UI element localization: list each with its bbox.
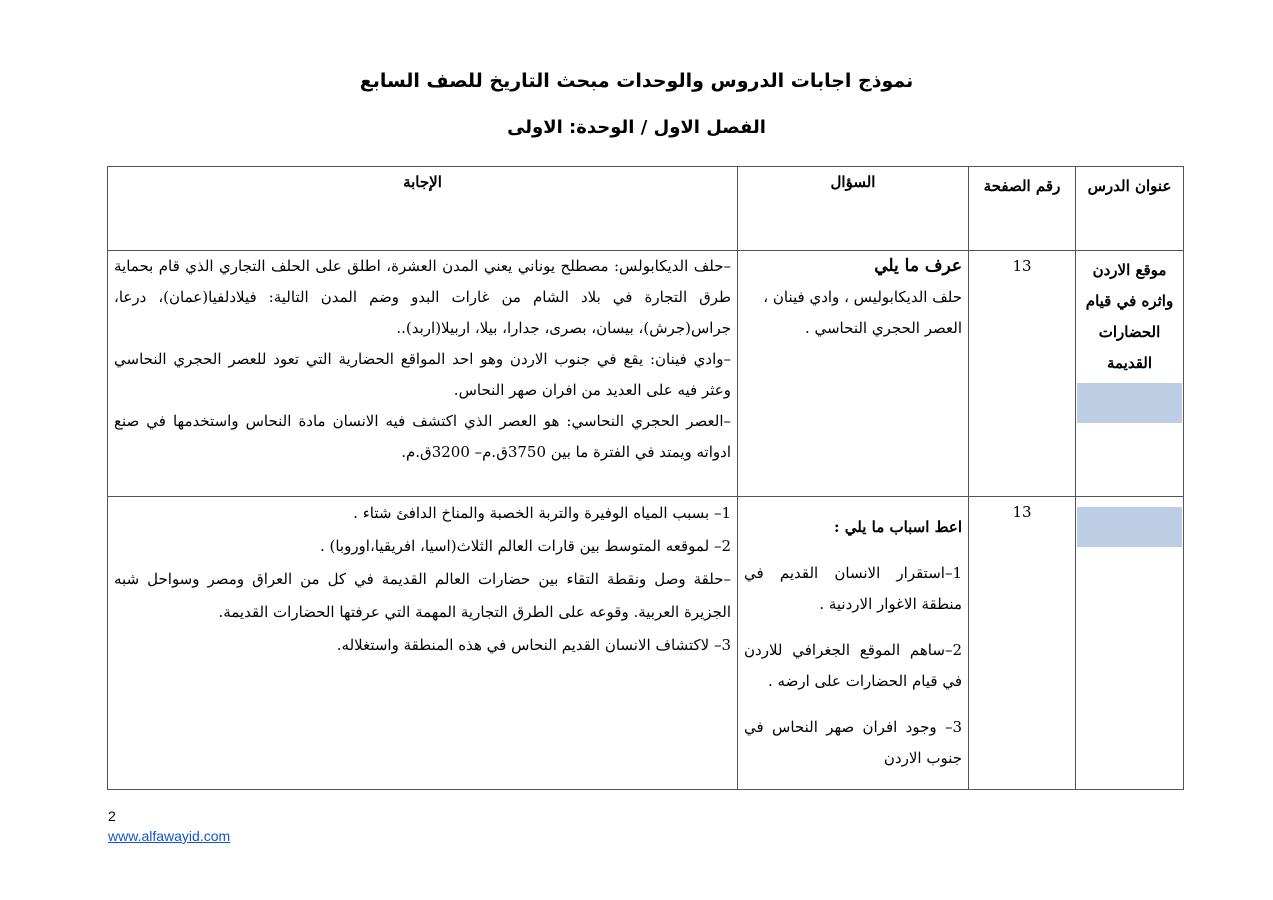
lesson-title-cell xyxy=(1076,497,1184,790)
table-row xyxy=(108,251,1184,497)
footer-page-number: 2 xyxy=(108,808,116,824)
question-heading: عرف ما يلي xyxy=(874,256,962,276)
lesson-title: موقع الاردن واثره في قيام الحضارات القديمة xyxy=(1085,261,1174,372)
footer-website-link[interactable]: www.alfawayid.com xyxy=(108,828,231,844)
question-heading: اعط اسباب ما يلي : xyxy=(834,518,962,536)
page-number: 13 xyxy=(1012,257,1032,275)
document-subtitle: الفصل الاول / الوحدة: الاولى xyxy=(507,117,766,138)
answer-line: 2– لموقعه المتوسط بين قارات العالم الثلاث(اسيا، افريقيا،اوروبا) . xyxy=(319,537,731,555)
page-number-cell xyxy=(969,497,1076,790)
header-question: السؤال xyxy=(738,167,969,251)
page-number-cell xyxy=(969,251,1076,497)
lesson-title-cell xyxy=(1076,251,1184,497)
question-item: 3– وجود افران صهر النحاس في جنوب الاردن xyxy=(744,718,962,767)
header-page: رقم الصفحة xyxy=(969,167,1076,251)
document-title: نموذج اجابات الدروس والوحدات مبحث التاريخ للصف السابع xyxy=(359,70,914,92)
header-answer: الإجابة xyxy=(108,167,738,251)
answer-line: –العصر الحجري النحاسي: هو العصر الذي اكتشف فيه الانسان مادة النحاس واستخدمها في صنع ادواته ويمتد في الفترة ما بين 3750ق.م– 3200ق.م. xyxy=(114,412,731,461)
table-header-row xyxy=(108,167,1184,251)
question-item: 1–استقرار الانسان القديم في منطقة الاغوار الاردنية . xyxy=(744,564,962,613)
page-number: 13 xyxy=(1012,503,1032,521)
highlight-block xyxy=(1077,507,1182,547)
question-text: حلف الديكابوليس ، وادي فينان ، العصر الحجري النحاسي . xyxy=(763,288,962,337)
question-item: 2–ساهم الموقع الجغرافي للاردن في قيام الحضارات على ارضه . xyxy=(744,641,962,690)
header-lesson: عنوان الدرس xyxy=(1076,167,1184,251)
highlight-block xyxy=(1077,383,1182,423)
answer-line: –حلقة وصل ونقطة التقاء بين حضارات العالم القديمة في كل من العراق ومصر وسواحل شبه الجزيرة العربية. وقوعه على الطرق التجارية المهمة التي عرفتها الحضارات القديمة. xyxy=(114,570,731,621)
answer-line: –وادي فينان: يقع في جنوب الاردن وهو احد المواقع الحضارية التي تعود للعصر الحجري النحاسي وعثر فيه على العديد من افران صهر النحاس. xyxy=(114,350,731,399)
answer-cell xyxy=(108,497,738,790)
answer-line: 3– لاكتشاف الانسان القديم النحاس في هذه المنطقة واستغلاله. xyxy=(336,636,731,654)
answer-cell xyxy=(108,251,738,497)
answer-line: 1– بسبب المياه الوفيرة والتربة الخصبة والمناخ الدافئ شتاء . xyxy=(353,504,731,522)
answer-line: –حلف الديكابولس: مصطلح يوناني يعني المدن العشرة، اطلق على الحلف التجاري الذي قام بحماية طرق التجارة في بلاد الشام من غارات البدو وضم المدن التالية: فيلادلفيا(عمان)، درعا، جراس(جرش)، بيسان، بصرى، جدارا، بيلا، اربيلا(اربد).. xyxy=(114,257,731,337)
question-cell xyxy=(738,497,969,790)
answers-table xyxy=(107,166,1184,790)
table-row xyxy=(108,497,1184,790)
question-cell xyxy=(738,251,969,497)
